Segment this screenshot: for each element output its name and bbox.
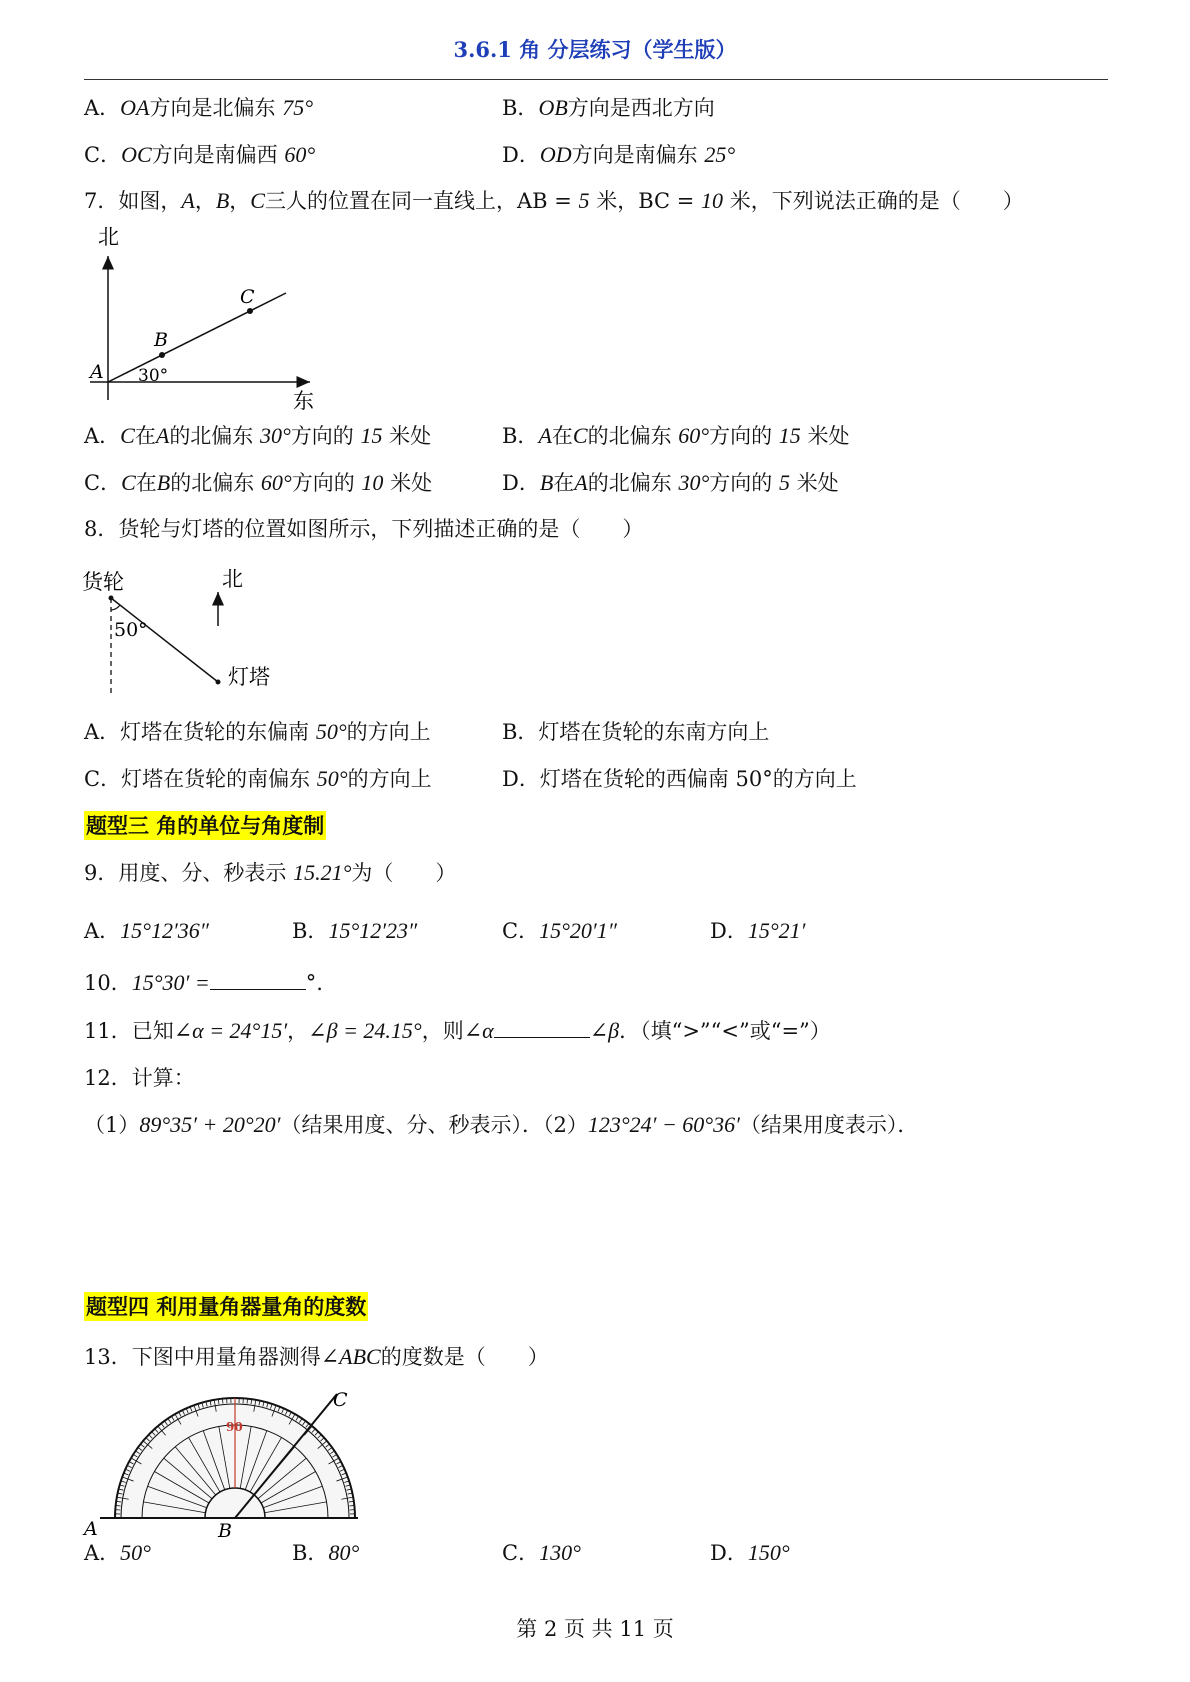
q7-stem: 7．如图，A，B，C三人的位置在同一直线上，AB = 5 米，BC = 10 米，下列说法正确的是（ ） (84, 188, 1024, 213)
option-label: D． (502, 143, 540, 167)
q13-option-b[interactable]: B．80° (292, 1540, 360, 1565)
section-4-title: 题型四 利用量角器量角的度数 (86, 1294, 367, 1319)
protractor-tick (349, 1505, 354, 1506)
q8-ship-lighthouse-figure (80, 560, 300, 700)
q8-stem: 8．货轮与灯塔的位置如图所示，下列描述正确的是（ ） (84, 517, 644, 541)
option-label: C． (84, 143, 122, 167)
page-footer: 第 2 页 共 11 页 (516, 1617, 674, 1641)
tower-point (216, 680, 221, 685)
q7-option-d[interactable]: D．B在A的北偏东 30°方向的 5 米处 (502, 470, 839, 495)
label-b: B (218, 1520, 232, 1538)
q11-stem: 11．已知∠α = 24°15′，∠β = 24.15°，则∠α ∠β．（填“>”“<”或“=”） (84, 1018, 831, 1043)
answer-blank[interactable] (494, 1017, 590, 1038)
q6-option-c[interactable] (84, 141, 315, 169)
label-c: C (333, 1389, 348, 1411)
q9-option-a[interactable]: A．15°12′36″ (84, 918, 209, 943)
q8-option-a[interactable]: A．灯塔在货轮的东偏南 50°的方向上 (84, 719, 431, 744)
math-text: 60° (284, 142, 316, 167)
q7-direction-figure (80, 222, 320, 412)
q7-option-b[interactable]: B．A在C的北偏东 60°方向的 15 米处 (502, 423, 850, 448)
answer-blank[interactable] (210, 969, 306, 990)
angle-label: 30° (138, 366, 169, 386)
angle-label: 50° (114, 619, 148, 641)
option-text: 方向是南偏西 (151, 143, 285, 167)
q6-option-b[interactable] (502, 94, 715, 122)
line-abc (108, 293, 286, 382)
math-text: 75° (282, 95, 313, 120)
ship-point (109, 596, 114, 601)
option-text: 方向是北偏东 (149, 96, 283, 120)
q12-stem: 12．计算： (84, 1066, 195, 1090)
q13-stem: 13．下图中用量角器测得∠ABC的度数是（ ） (84, 1344, 549, 1369)
protractor-tick (222, 1399, 223, 1404)
scale-label-90: 90 (226, 1420, 243, 1434)
label-a: A (90, 361, 104, 383)
q10-stem: 10．15°30′ = °. (84, 970, 323, 995)
q8-option-b[interactable]: B．灯塔在货轮的东南方向上 (502, 720, 770, 744)
q6-option-d[interactable] (502, 141, 735, 169)
math-text: OC (121, 142, 152, 167)
option-text: 方向是西北方向 (567, 96, 715, 120)
q7-option-a[interactable]: A．C在A的北偏东 30°方向的 15 米处 (84, 423, 432, 448)
q13-option-c[interactable]: C．130° (502, 1540, 581, 1565)
math-text: 25° (704, 142, 736, 167)
east-label: 东 (293, 389, 314, 412)
label-c: C (240, 286, 255, 308)
north-label: 北 (98, 225, 119, 249)
protractor-tick (247, 1399, 248, 1404)
point-c (247, 308, 253, 314)
north-label: 北 (222, 567, 243, 591)
page-header-title: 3.6.1 角 分层练习（学生版） (453, 37, 737, 62)
header-rule (84, 79, 1108, 80)
section-3-title: 题型三 角的单位与角度制 (86, 813, 325, 838)
protractor-tick (116, 1505, 121, 1506)
q13-option-a[interactable]: A．50° (84, 1540, 151, 1565)
label-a: A (84, 1518, 98, 1538)
q12-parts: （1）89°35′ + 20°20′（结果用度、分、秒表示）．（2）123°24′ − 60°36′（结果用度表示）． (84, 1112, 919, 1137)
math-text: OD (539, 142, 572, 167)
q9-option-d[interactable]: D．15°21′ (710, 918, 806, 943)
option-label: B． (502, 96, 539, 120)
q9-option-c[interactable]: C．15°20′1″ (502, 918, 617, 943)
option-label: A． (84, 96, 121, 120)
tower-label: 灯塔 (228, 665, 270, 689)
q9-stem: 9．用度、分、秒表示 15.21°为（ ） (84, 860, 457, 885)
q8-option-d[interactable]: D．灯塔在货轮的西偏南 50°的方向上 (502, 767, 857, 791)
option-text: 方向是南偏东 (571, 143, 705, 167)
label-b: B (154, 329, 168, 351)
q9-option-b[interactable]: B．15°12′23″ (292, 918, 418, 943)
point-b (159, 352, 165, 358)
math-text: OB (538, 95, 568, 120)
q8-option-c[interactable]: C．灯塔在货轮的南偏东 50°的方向上 (84, 766, 432, 791)
q13-option-d[interactable]: D．150° (710, 1540, 790, 1565)
q13-protractor-figure (80, 1378, 400, 1538)
q6-option-a[interactable] (84, 94, 313, 122)
math-text: OA (120, 95, 150, 120)
q7-option-c[interactable]: C．C在B的北偏东 60°方向的 10 米处 (84, 470, 433, 495)
ship-label: 货轮 (82, 570, 124, 594)
angle-arc (111, 605, 120, 610)
